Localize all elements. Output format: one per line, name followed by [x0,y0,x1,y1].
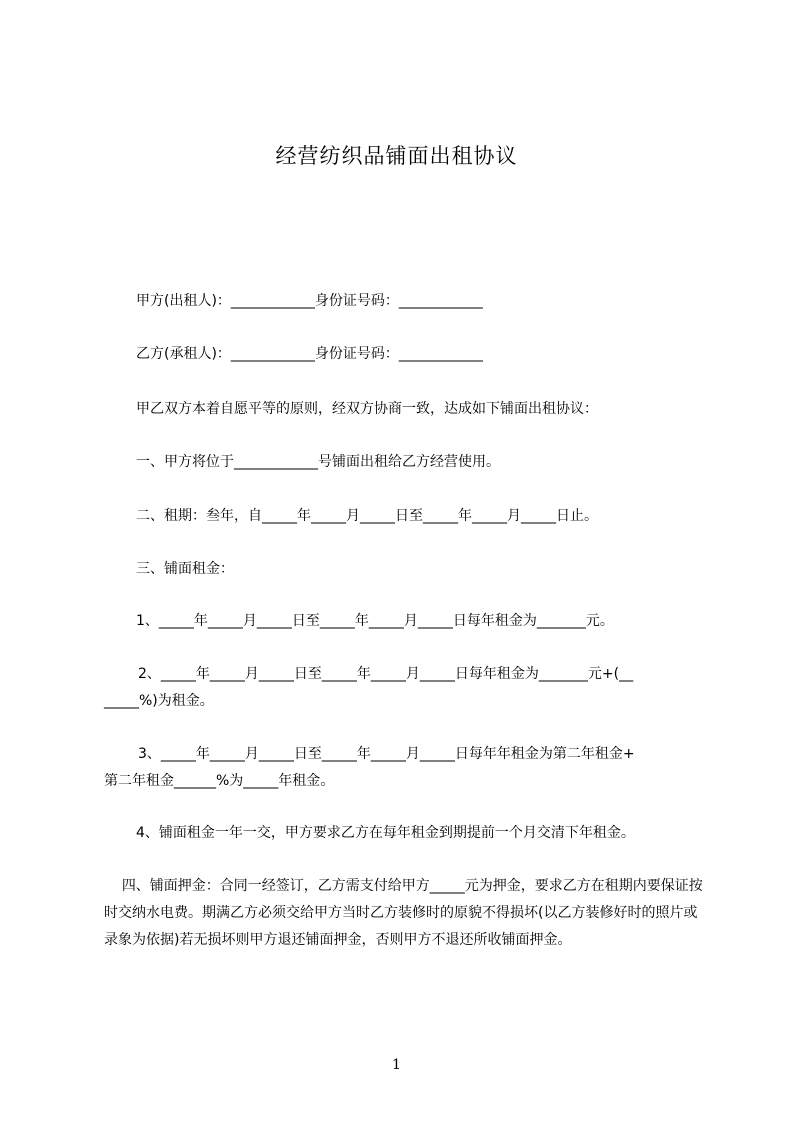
rent-item-3: 3、_____年_____月_____日至_____年_____月_____日每年年租金为第二年租金+ [138,746,635,762]
rent-item-2: 2、_____年_____月_____日至_____年_____月_____日每年租金为_______元+(__ [138,666,634,682]
document-title: 经营纺织品铺面出租协议 [275,144,518,168]
clause-2-lease-term: 二、租期：叁年，自_____年_____月_____日至_____年_____月_____日止。 [136,508,598,524]
agreement-intro: 甲乙双方本着自愿平等的原则，经双方协商一致，达成如下铺面出租协议： [136,401,598,417]
clause-3-heading: 三、铺面租金： [136,561,234,577]
clause-4-deposit: 四、铺面押金：合同一经签订，乙方需支付给甲方_____元为押金，要求乙方在租期内要保证按时交纳水电费。期满乙方必须交给甲方当时乙方装修时的原貌不得损坏(以乙方装修好时的照片或录象为依据)若无损坏则甲方退还铺面押金，否则甲方不退还所收铺面押金。 [104,878,703,948]
clause-1: 一、甲方将位于____________号铺面出租给乙方经营使用。 [136,454,500,470]
rent-item-4: 4、铺面租金一年一交，甲方要求乙方在每年租金到期提前一个月交清下年租金。 [136,825,635,841]
page-number: 1 [392,1057,401,1073]
party-b-line: 乙方(承租人)：____________身份证号码：____________ [136,346,483,362]
rent-item-3-continued: 第二年租金______%为_____年租金。 [104,773,335,789]
rent-item-1: 1、_____年_____月_____日至_____年_____月_____日每年租金为_______元。 [136,613,614,629]
party-a-line: 甲方(出租人)：____________身份证号码：____________ [136,293,483,309]
rent-item-2-continued: _____%)为租金。 [104,693,214,709]
